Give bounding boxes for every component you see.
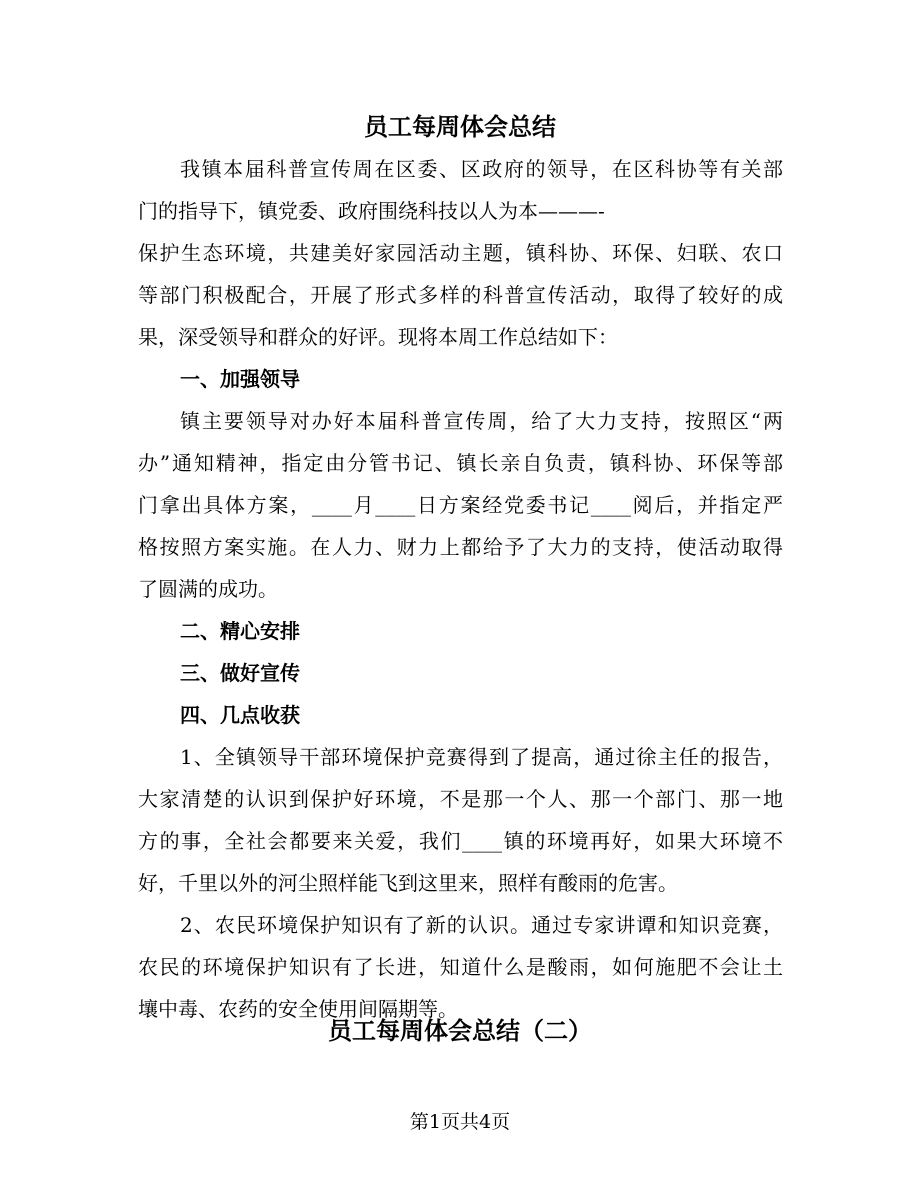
item2-line-3: 壤中毒、农药的安全使用间隔期等。 xyxy=(138,997,458,1021)
item1-line-4: 好，千里以外的河尘照样能飞到这里来，照样有酸雨的危害。 xyxy=(138,871,678,895)
section-heading-2: 二、精心安排 xyxy=(180,619,300,643)
section1-line-2: 办”通知精神，指定由分管书记、镇长亲自负责，镇科协、环保等部 xyxy=(138,451,783,475)
document-title: 员工每周体会总结 xyxy=(364,112,556,141)
section1-line-5: 了圆满的成功。 xyxy=(138,577,278,601)
intro-line-5: 果，深受领导和群众的好评。现将本周工作总结如下： xyxy=(138,325,618,349)
item1-line-3: 方的事，全社会都要来关爱，我们____镇的环境再好，如果大环境不 xyxy=(138,829,783,853)
intro-line-3: 保护生态环境，共建美好家园活动主题，镇科协、环保、妇联、农口 xyxy=(138,241,783,265)
intro-line-4: 等部门积极配合，开展了形式多样的科普宣传活动，取得了较好的成 xyxy=(138,283,783,307)
section1-line-1: 镇主要领导对办好本届科普宣传周，给了大力支持，按照区“两 xyxy=(180,409,783,433)
item1-line-2: 大家清楚的认识到保护好环境，不是那一个人、那一个部门、那一地 xyxy=(138,787,783,811)
section-heading-3: 三、做好宣传 xyxy=(180,661,300,685)
document-subtitle: 员工每周体会总结（二） xyxy=(328,1016,592,1045)
item1-line-1: 1、全镇领导干部环境保护竞赛得到了提高，通过徐主任的报告， xyxy=(180,745,783,769)
item2-line-1: 2、农民环境保护知识有了新的认识。通过专家讲谭和知识竞赛， xyxy=(180,913,783,937)
item2-line-2: 农民的环境保护知识有了长进，知道什么是酸雨，如何施肥不会让土 xyxy=(138,955,783,979)
page-footer: 第1页共4页 xyxy=(409,1111,511,1133)
section-heading-4: 四、几点收获 xyxy=(180,703,300,727)
intro-line-1: 我镇本届科普宣传周在区委、区政府的领导，在区科协等有关部 xyxy=(180,157,783,181)
section1-line-4: 格按照方案实施。在人力、财力上都给予了大力的支持，使活动取得 xyxy=(138,535,783,559)
intro-line-2: 门的指导下，镇党委、政府围绕科技以人为本———- xyxy=(138,199,605,223)
section1-line-3: 门拿出具体方案，____月____日方案经党委书记____阅后，并指定严 xyxy=(138,493,783,517)
section-heading-1: 一、加强领导 xyxy=(180,367,300,391)
